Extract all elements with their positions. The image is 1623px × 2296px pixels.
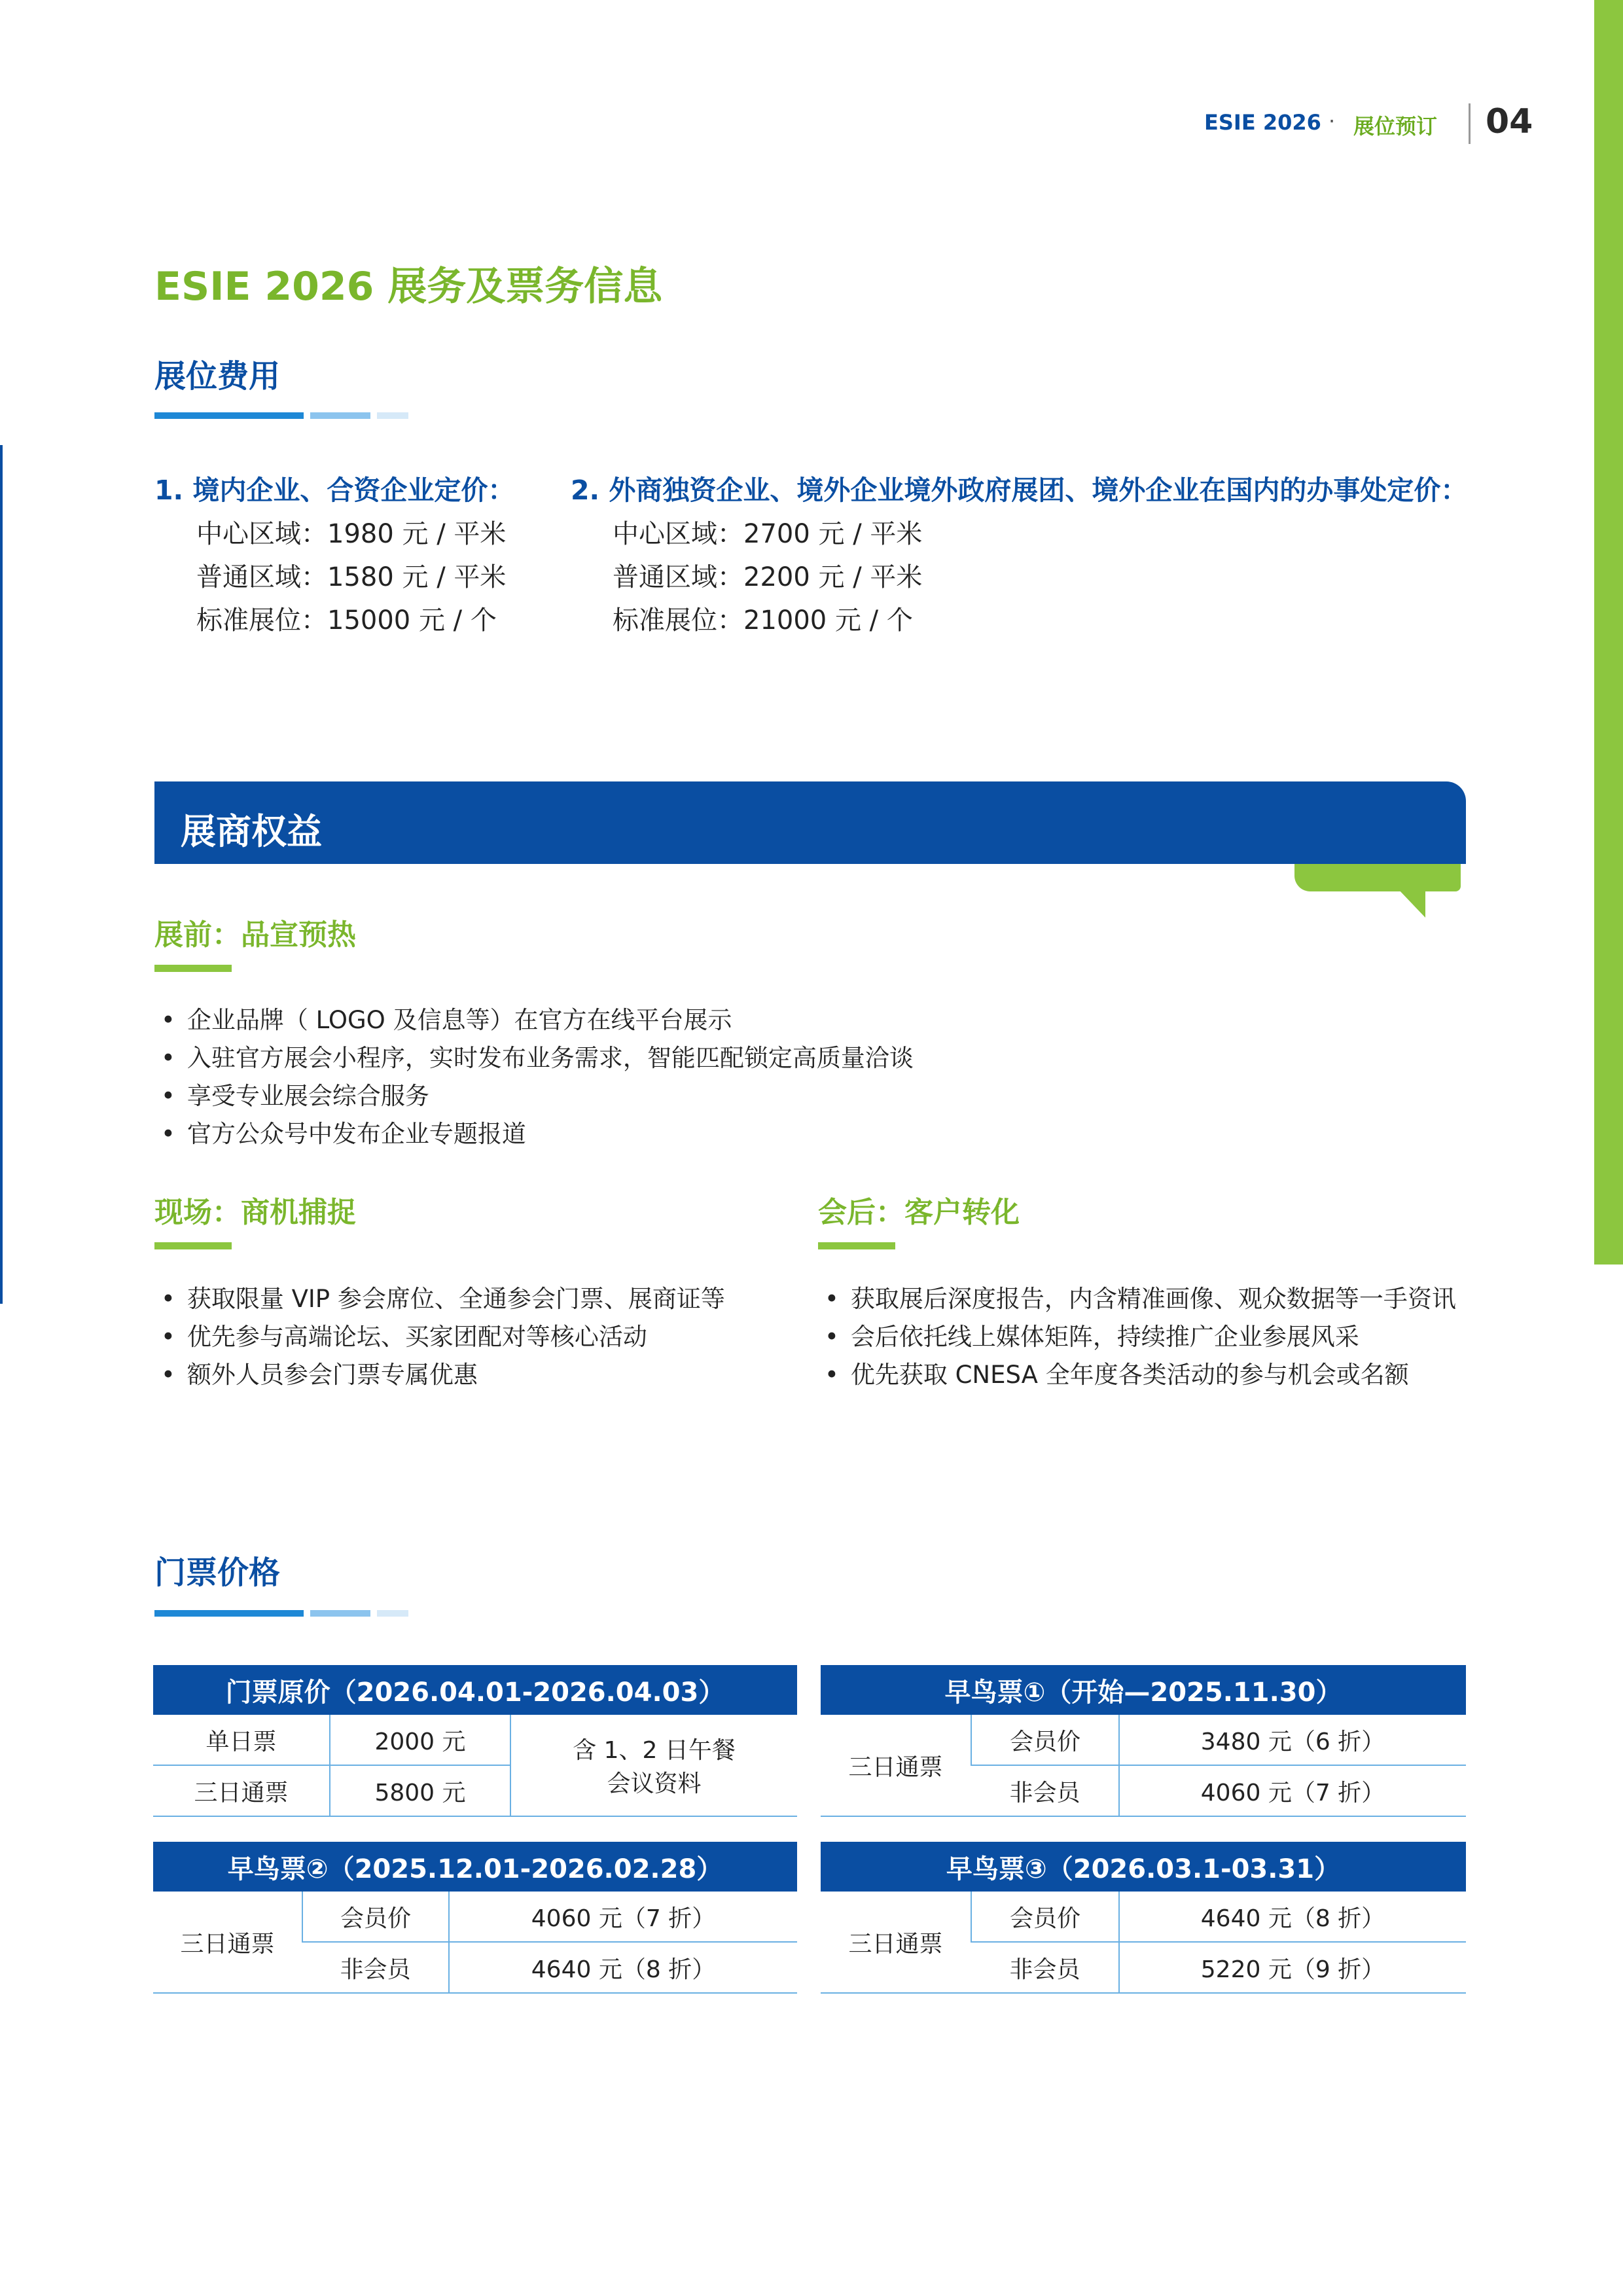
three-day-label: 三日通票 xyxy=(153,1765,330,1816)
before-show-underline xyxy=(154,965,232,972)
single-day-label: 单日票 xyxy=(153,1715,330,1765)
after-show-underline xyxy=(818,1242,895,1249)
before-show-item: • 官方公众号中发布企业专题报道 xyxy=(161,1114,526,1149)
note-materials: 会议资料 xyxy=(607,1770,702,1797)
header-divider xyxy=(1469,103,1471,144)
booth-fees-title: 展位费用 xyxy=(154,358,281,395)
ticket-prices-title: 门票价格 xyxy=(154,1554,281,1591)
early-bird-1-table xyxy=(821,1665,1466,1817)
single-day-price: 2000 元 xyxy=(330,1715,510,1765)
benefits-banner xyxy=(154,781,1466,864)
member-price: 3480 元（6 折） xyxy=(1119,1715,1466,1765)
onsite-item: • 额外人员参会门票专属优惠 xyxy=(161,1355,478,1390)
non-member-label: 非会员 xyxy=(971,1942,1119,1993)
banner-speech-tail xyxy=(1398,889,1425,918)
after-show-title: 会后：客户转化 xyxy=(818,1196,1020,1229)
right-accent-bar xyxy=(1594,0,1623,1265)
onsite-underline xyxy=(154,1242,232,1249)
early-bird-3-header: 早鸟票③（2026.03.1-03.31） xyxy=(821,1842,1466,1892)
member-label: 会员价 xyxy=(971,1715,1119,1765)
non-member-label: 非会员 xyxy=(971,1765,1119,1816)
three-day-pass-label: 三日通票 xyxy=(821,1715,971,1816)
foreign-price-general: 普通区域：2200 元 / 平米 xyxy=(613,562,923,592)
header-event-name: ESIE 2026 xyxy=(1204,110,1321,135)
page-number: 04 xyxy=(1486,102,1533,141)
three-day-price: 5800 元 xyxy=(330,1765,510,1816)
before-show-item: • 享受专业展会综合服务 xyxy=(161,1076,429,1111)
three-day-pass-label: 三日通票 xyxy=(821,1892,971,1993)
non-member-price: 4060 元（7 折） xyxy=(1119,1765,1466,1816)
domestic-pricing-heading: 1. 境内企业、合资企业定价： xyxy=(154,475,515,506)
early-bird-1-header: 早鸟票①（开始—2025.11.30） xyxy=(821,1665,1466,1715)
banner-green-tab xyxy=(1294,864,1461,891)
note-meals: 含 1、2 日午餐 xyxy=(573,1737,736,1764)
before-show-title: 展前：品宣预热 xyxy=(154,918,356,952)
early-bird-3-table xyxy=(821,1842,1466,1994)
member-label: 会员价 xyxy=(971,1892,1119,1942)
non-member-price: 5220 元（9 折） xyxy=(1119,1942,1466,1993)
header-section-name: 展位预订 xyxy=(1353,114,1438,139)
benefits-banner-title: 展商权益 xyxy=(181,811,322,852)
domestic-price-standard: 标准展位：15000 元 / 个 xyxy=(196,605,497,636)
left-accent-line xyxy=(0,445,3,1304)
title-underline xyxy=(154,1610,410,1618)
early-bird-2-table xyxy=(153,1842,797,1994)
member-price: 4640 元（8 折） xyxy=(1119,1892,1466,1942)
non-member-price: 4640 元（8 折） xyxy=(449,1942,797,1993)
non-member-label: 非会员 xyxy=(302,1942,449,1993)
member-label: 会员价 xyxy=(302,1892,449,1942)
after-show-item: • 获取展后深度报告，内含精准画像、观众数据等一手资讯 xyxy=(825,1279,1456,1314)
domestic-price-center: 中心区域：1980 元 / 平米 xyxy=(196,519,507,549)
page-title: ESIE 2026 展务及票务信息 xyxy=(154,264,663,310)
onsite-item: • 获取限量 VIP 参会席位、全通参会门票、展商证等 xyxy=(161,1279,725,1314)
foreign-pricing-heading: 2. 外商独资企业、境外企业境外政府展团、境外企业在国内的办事处定价： xyxy=(571,475,1468,506)
onsite-title: 现场：商机捕捉 xyxy=(154,1196,356,1229)
original-price-table xyxy=(153,1665,797,1817)
before-show-item: • 企业品牌（ LOGO 及信息等）在官方在线平台展示 xyxy=(161,1000,732,1035)
foreign-price-center: 中心区域：2700 元 / 平米 xyxy=(613,519,923,549)
title-underline xyxy=(154,412,410,420)
foreign-price-standard: 标准展位：21000 元 / 个 xyxy=(613,605,913,636)
original-price-header: 门票原价（2026.04.01-2026.04.03） xyxy=(153,1665,797,1715)
early-bird-2-header: 早鸟票②（2025.12.01-2026.02.28） xyxy=(153,1842,797,1892)
member-price: 4060 元（7 折） xyxy=(449,1892,797,1942)
domestic-price-general: 普通区域：1580 元 / 平米 xyxy=(196,562,507,592)
three-day-pass-label: 三日通票 xyxy=(153,1892,302,1993)
onsite-item: • 优先参与高端论坛、买家团配对等核心活动 xyxy=(161,1317,647,1352)
after-show-item: • 优先获取 CNESA 全年度各类活动的参与机会或名额 xyxy=(825,1355,1409,1390)
original-price-note xyxy=(510,1715,797,1816)
before-show-item: • 入驻官方展会小程序，实时发布业务需求，智能匹配锁定高质量洽谈 xyxy=(161,1038,914,1073)
header-separator: · xyxy=(1329,109,1336,134)
after-show-item: • 会后依托线上媒体矩阵，持续推广企业参展风采 xyxy=(825,1317,1359,1352)
